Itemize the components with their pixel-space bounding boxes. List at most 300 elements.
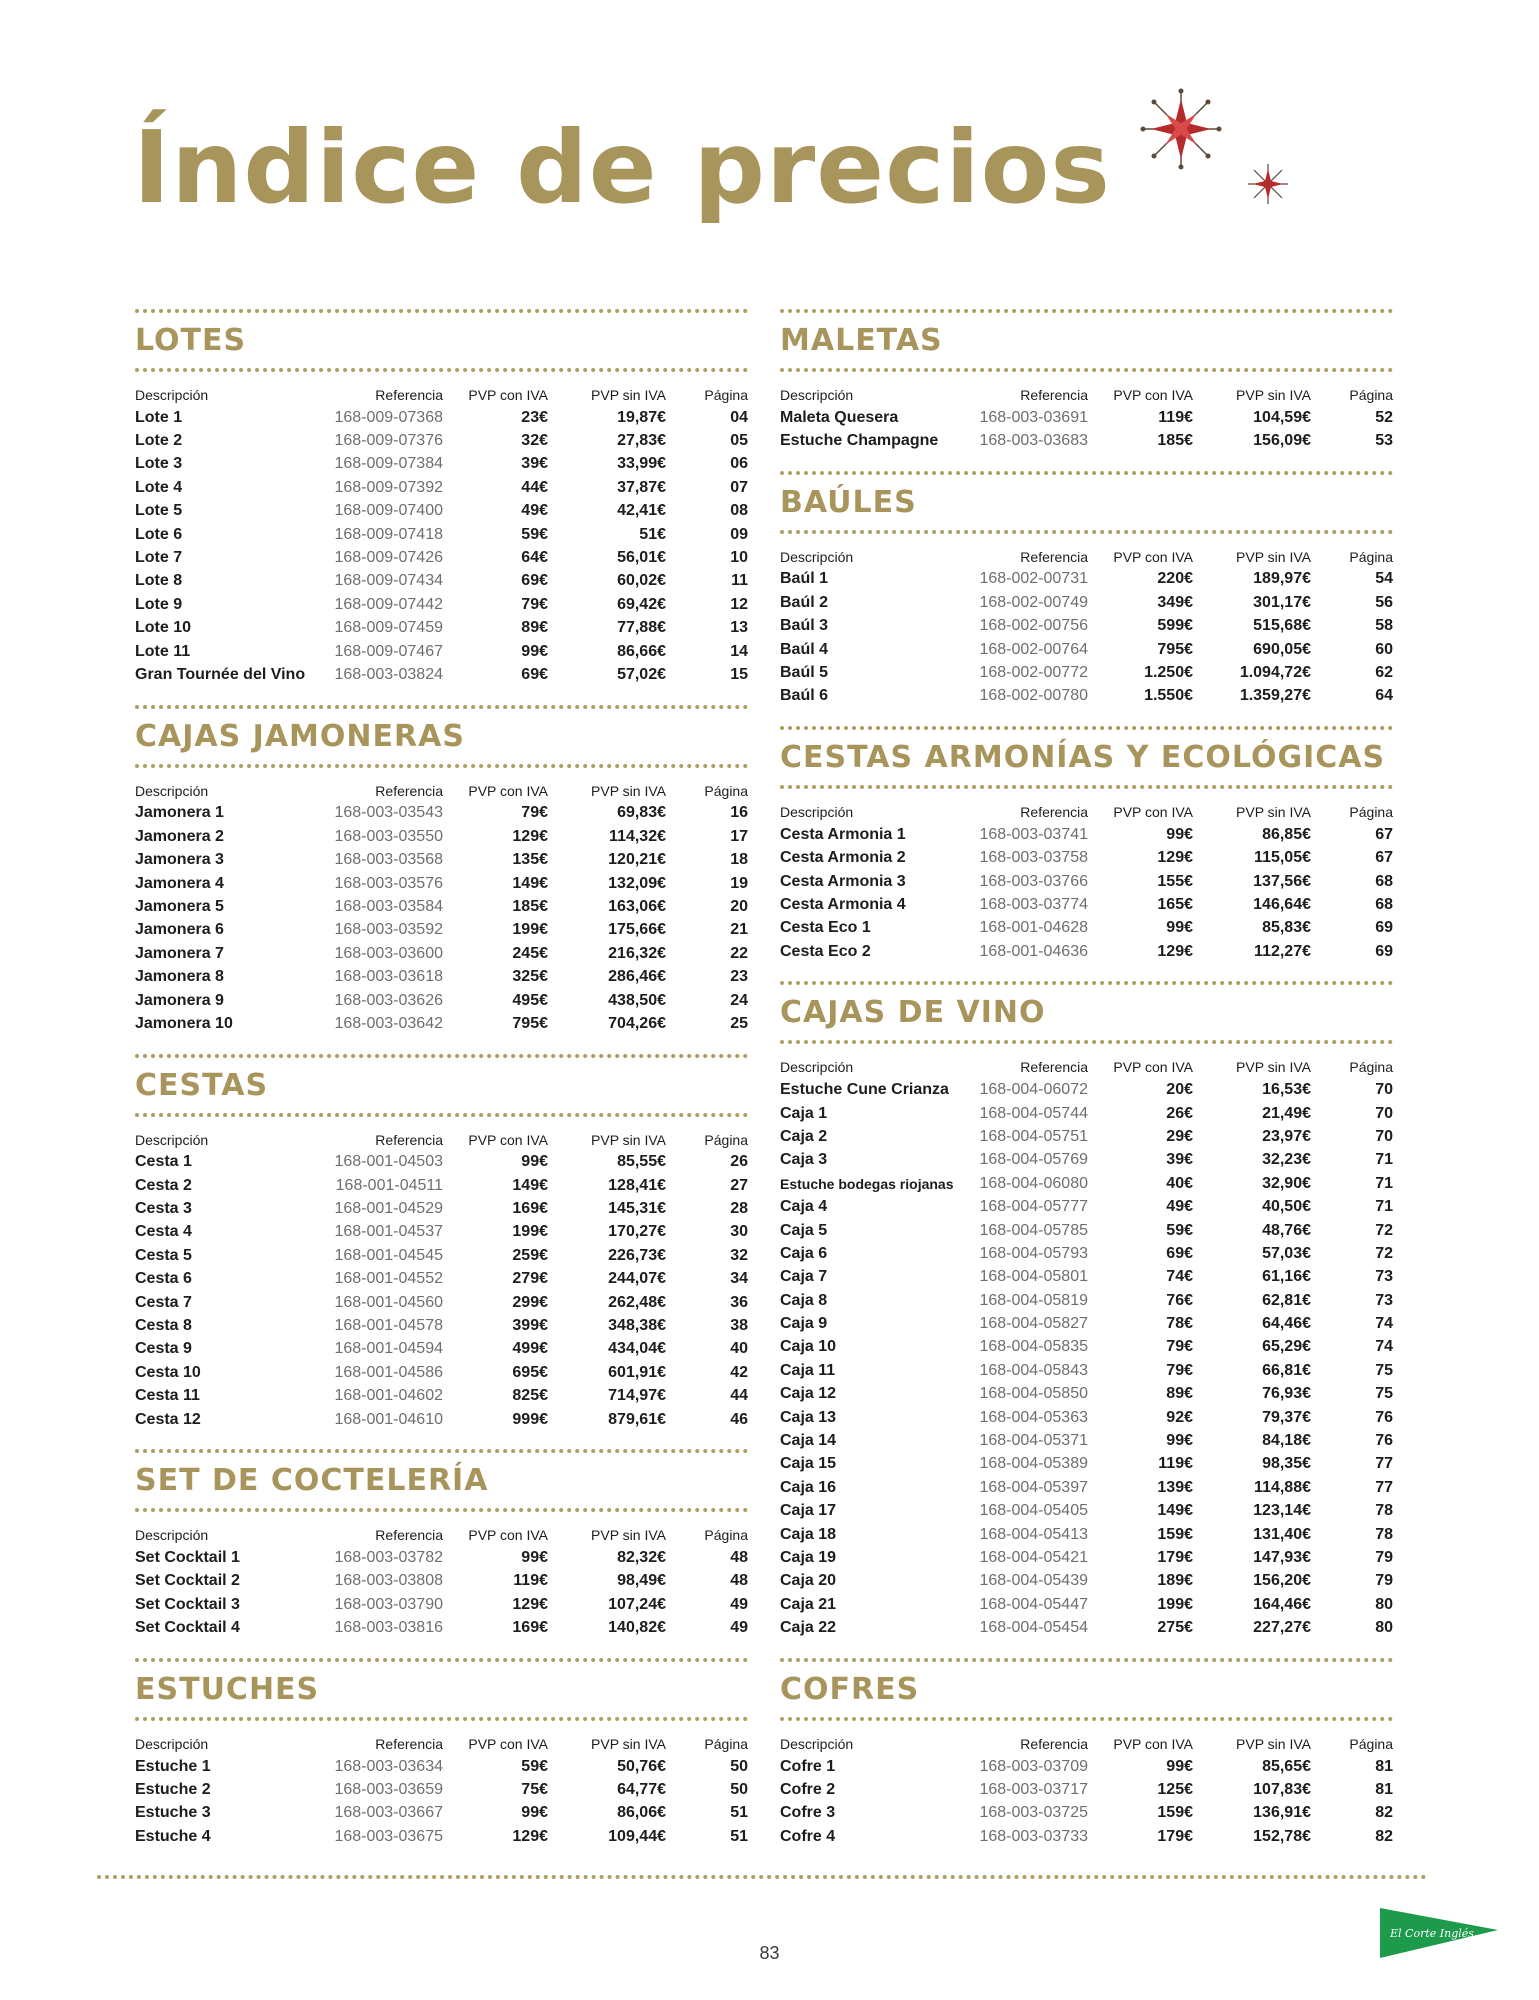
descripcion-cell: Lote 9 xyxy=(135,595,183,613)
pvp-sin-iva-cell: 85,65€ xyxy=(1262,1757,1311,1775)
pvp-sin-iva-cell: 1.094,72€ xyxy=(1239,664,1311,682)
descripcion-cell: Estuche 3 xyxy=(135,1804,211,1822)
pagina-cell: 82 xyxy=(1375,1827,1393,1845)
referencia-cell: 168-004-05389 xyxy=(979,1455,1088,1473)
pagina-cell: 18 xyxy=(730,851,748,869)
referencia-cell: 168-009-07368 xyxy=(334,408,443,426)
referencia-cell: 168-004-05843 xyxy=(979,1361,1088,1379)
pagina-cell: 22 xyxy=(730,944,748,962)
pagina-cell: 74 xyxy=(1375,1338,1393,1356)
pvp-sin-iva-cell: 132,09€ xyxy=(608,874,666,892)
pvp-sin-iva-cell: 98,35€ xyxy=(1262,1455,1311,1473)
referencia-cell: 168-004-05850 xyxy=(979,1385,1088,1403)
pagina-cell: 07 xyxy=(730,478,748,496)
price-table xyxy=(135,1733,748,1849)
table-row xyxy=(135,848,748,871)
pvp-sin-iva-cell: 348,38€ xyxy=(608,1317,666,1335)
descripcion-cell: Cesta Armonia 3 xyxy=(780,872,906,890)
pagina-cell: 71 xyxy=(1375,1198,1393,1216)
section-divider xyxy=(135,1113,748,1117)
table-row xyxy=(780,1219,1393,1242)
pvp-sin-iva-cell: 112,27€ xyxy=(1254,942,1311,960)
referencia-cell: 168-002-00764 xyxy=(979,640,1088,658)
table-row xyxy=(780,591,1393,614)
referencia-cell: 168-002-00780 xyxy=(979,687,1088,705)
table-row xyxy=(780,1429,1393,1452)
table-row xyxy=(135,942,748,965)
section-divider xyxy=(135,309,748,313)
table-row xyxy=(135,1825,748,1848)
referencia-cell: 168-004-05454 xyxy=(979,1619,1088,1637)
referencia-cell: 168-001-04552 xyxy=(334,1270,443,1288)
referencia-cell: 168-001-04529 xyxy=(334,1200,443,1218)
referencia-cell: 168-003-03600 xyxy=(334,944,443,962)
pagina-cell: 71 xyxy=(1375,1174,1393,1192)
header-pvp-sin-iva: PVP sin IVA xyxy=(591,387,666,403)
table-row xyxy=(780,1195,1393,1218)
pagina-cell: 40 xyxy=(730,1340,748,1358)
table-row xyxy=(780,568,1393,591)
descripcion-cell: Cesta 4 xyxy=(135,1223,192,1241)
referencia-cell: 168-003-03543 xyxy=(334,804,443,822)
referencia-cell: 168-003-03584 xyxy=(334,897,443,915)
pvp-sin-iva-cell: 128,41€ xyxy=(608,1176,666,1194)
header-pvp-con-iva: PVP con IVA xyxy=(1113,1735,1193,1752)
pvp-con-iva-cell: 825€ xyxy=(512,1387,548,1405)
pagina-cell: 21 xyxy=(730,921,748,939)
table-row xyxy=(135,1151,748,1174)
pvp-sin-iva-cell: 109,44€ xyxy=(608,1827,666,1845)
header-referencia: Referencia xyxy=(375,1527,443,1544)
referencia-cell: 168-003-03758 xyxy=(979,849,1088,867)
pvp-con-iva-cell: 159€ xyxy=(1157,1804,1193,1822)
descripcion-cell: Caja 21 xyxy=(780,1595,837,1613)
pvp-sin-iva-cell: 62,81€ xyxy=(1262,1291,1311,1309)
referencia-cell: 168-004-05777 xyxy=(979,1198,1088,1216)
table-row xyxy=(780,1172,1393,1195)
descripcion-cell: Jamonera 6 xyxy=(135,921,224,939)
pvp-sin-iva-cell: 690,05€ xyxy=(1253,640,1311,658)
header-pvp-sin-iva: PVP sin IVA xyxy=(1236,1059,1311,1076)
table-row xyxy=(780,893,1393,916)
pvp-con-iva-cell: 89€ xyxy=(1166,1385,1193,1403)
header-pvp-con-iva: PVP con IVA xyxy=(468,1735,548,1752)
table-row xyxy=(780,1616,1393,1639)
referencia-cell: 168-004-05751 xyxy=(979,1127,1088,1145)
table-header xyxy=(135,1524,748,1546)
pvp-con-iva-cell: 59€ xyxy=(521,525,548,543)
header-descripcion: Descripción xyxy=(780,804,854,821)
referencia-cell: 168-003-03725 xyxy=(979,1804,1088,1822)
pvp-sin-iva-cell: 19,87€ xyxy=(617,408,666,426)
pagina-cell: 82 xyxy=(1375,1804,1393,1822)
pvp-sin-iva-cell: 57,02€ xyxy=(617,665,666,683)
table-row xyxy=(780,1078,1393,1101)
table-row xyxy=(780,685,1393,708)
pvp-con-iva-cell: 129€ xyxy=(1157,849,1193,867)
pagina-cell: 75 xyxy=(1375,1385,1393,1403)
referencia-cell: 168-004-05397 xyxy=(979,1478,1088,1496)
header-pagina: Página xyxy=(1349,548,1393,565)
descripcion-cell: Caja 19 xyxy=(780,1548,837,1566)
descripcion-cell: Cesta 11 xyxy=(135,1387,200,1405)
pagina-cell: 67 xyxy=(1375,849,1393,867)
section-title: BAÚLES xyxy=(780,484,917,520)
pagina-cell: 69 xyxy=(1375,942,1393,960)
referencia-cell: 168-004-05371 xyxy=(979,1432,1088,1450)
descripcion-cell: Lote 5 xyxy=(135,502,183,520)
table-row xyxy=(135,1174,748,1197)
pagina-cell: 67 xyxy=(1375,825,1393,843)
descripcion-cell: Caja 14 xyxy=(780,1432,837,1450)
pvp-con-iva-cell: 23€ xyxy=(521,408,548,426)
header-pagina: Página xyxy=(1349,1059,1393,1076)
table-header xyxy=(135,1733,748,1755)
footer-divider xyxy=(97,1875,1427,1879)
pvp-sin-iva-cell: 163,06€ xyxy=(608,897,666,915)
pvp-sin-iva-cell: 32,90€ xyxy=(1262,1174,1311,1192)
header-referencia: Referencia xyxy=(1020,804,1088,821)
pvp-con-iva-cell: 79€ xyxy=(521,804,548,822)
pagina-cell: 69 xyxy=(1375,919,1393,937)
header-pvp-sin-iva: PVP sin IVA xyxy=(591,1527,666,1544)
pvp-con-iva-cell: 59€ xyxy=(521,1757,548,1775)
pvp-con-iva-cell: 125€ xyxy=(1157,1780,1193,1798)
descripcion-cell: Set Cocktail 3 xyxy=(135,1595,240,1613)
pvp-con-iva-cell: 74€ xyxy=(1166,1268,1193,1286)
section-divider xyxy=(135,1054,748,1058)
pagina-cell: 76 xyxy=(1375,1408,1393,1426)
table-row xyxy=(780,940,1393,963)
table-row xyxy=(780,1359,1393,1382)
descripcion-cell: Caja 1 xyxy=(780,1104,828,1122)
pvp-sin-iva-cell: 140,82€ xyxy=(608,1619,666,1637)
pvp-sin-iva-cell: 164,46€ xyxy=(1253,1595,1311,1613)
table-header xyxy=(780,1733,1393,1755)
pagina-cell: 70 xyxy=(1375,1104,1393,1122)
header-pvp-sin-iva: PVP sin IVA xyxy=(591,1735,666,1752)
price-table xyxy=(135,1129,748,1432)
pvp-con-iva-cell: 220€ xyxy=(1157,570,1193,588)
section-title: SET DE COCTELERÍA xyxy=(135,1463,489,1499)
header-pvp-con-iva: PVP con IVA xyxy=(468,387,548,403)
pagina-cell: 78 xyxy=(1375,1502,1393,1520)
descripcion-cell: Cofre 1 xyxy=(780,1757,836,1775)
header-descripcion: Descripción xyxy=(135,1735,209,1752)
referencia-cell: 168-004-05405 xyxy=(979,1502,1088,1520)
pvp-con-iva-cell: 119€ xyxy=(1158,408,1193,426)
pagina-cell: 23 xyxy=(730,968,748,986)
descripcion-cell: Cesta 12 xyxy=(135,1410,201,1428)
descripcion-cell: Caja 17 xyxy=(780,1502,837,1520)
referencia-cell: 168-002-00731 xyxy=(979,570,1088,588)
table-row xyxy=(135,1338,748,1361)
pagina-cell: 17 xyxy=(730,827,748,845)
table-row xyxy=(780,1242,1393,1265)
pvp-con-iva-cell: 79€ xyxy=(1166,1361,1193,1379)
header-descripcion: Descripción xyxy=(780,1059,854,1076)
referencia-cell: 168-003-03808 xyxy=(334,1572,443,1590)
pagina-cell: 52 xyxy=(1375,408,1393,426)
pvp-con-iva-cell: 59€ xyxy=(1166,1221,1193,1239)
pagina-cell: 04 xyxy=(730,408,748,426)
header-pvp-sin-iva: PVP sin IVA xyxy=(591,1131,666,1148)
table-row xyxy=(135,1385,748,1408)
pagina-cell: 11 xyxy=(731,572,748,590)
pvp-con-iva-cell: 599€ xyxy=(1157,617,1193,635)
descripcion-cell: Lote 11 xyxy=(135,642,191,660)
referencia-cell: 168-009-07376 xyxy=(334,432,443,450)
descripcion-cell: Cesta Armonia 1 xyxy=(780,825,906,843)
table-row xyxy=(780,1289,1393,1312)
pvp-con-iva-cell: 69€ xyxy=(521,572,548,590)
pagina-cell: 51 xyxy=(730,1827,748,1845)
referencia-cell: 168-003-03774 xyxy=(979,895,1088,913)
pvp-sin-iva-cell: 189,97€ xyxy=(1253,570,1311,588)
price-table xyxy=(780,1733,1393,1849)
referencia-cell: 168-001-04537 xyxy=(334,1223,443,1241)
descripcion-cell: Lote 2 xyxy=(135,432,183,450)
pvp-con-iva-cell: 795€ xyxy=(1157,640,1193,658)
referencia-cell: 168-003-03782 xyxy=(334,1548,443,1566)
referencia-cell: 168-004-05421 xyxy=(979,1548,1088,1566)
referencia-cell: 168-003-03618 xyxy=(334,968,443,986)
section-divider xyxy=(780,309,1393,313)
pvp-sin-iva-cell: 40,50€ xyxy=(1262,1198,1311,1216)
header-pvp-sin-iva: PVP sin IVA xyxy=(1236,387,1311,403)
pvp-con-iva-cell: 155€ xyxy=(1157,872,1193,890)
pagina-cell: 32 xyxy=(730,1246,748,1264)
pvp-sin-iva-cell: 152,78€ xyxy=(1253,1827,1311,1845)
pvp-sin-iva-cell: 601,91€ xyxy=(608,1363,666,1381)
referencia-cell: 168-001-04503 xyxy=(334,1153,443,1171)
referencia-cell: 168-009-07418 xyxy=(334,525,443,543)
descripcion-cell: Cesta Eco 2 xyxy=(780,942,871,960)
pvp-con-iva-cell: 64€ xyxy=(521,549,548,567)
table-row xyxy=(135,802,748,825)
pvp-con-iva-cell: 79€ xyxy=(1166,1338,1193,1356)
table-row xyxy=(780,1825,1393,1848)
section-divider xyxy=(780,368,1393,372)
pvp-con-iva-cell: 169€ xyxy=(512,1200,548,1218)
section-divider xyxy=(780,1658,1393,1662)
pvp-con-iva-cell: 129€ xyxy=(1157,942,1193,960)
pvp-con-iva-cell: 89€ xyxy=(521,619,548,637)
table-row xyxy=(780,615,1393,638)
referencia-cell: 168-001-04628 xyxy=(979,919,1088,937)
table-row xyxy=(135,476,748,499)
table-row xyxy=(135,919,748,942)
page-title: Índice de precios xyxy=(133,109,1111,226)
page-number: 83 xyxy=(759,1943,780,1963)
section-title: CAJAS JAMONERAS xyxy=(135,718,465,754)
pvp-sin-iva-cell: 60,02€ xyxy=(617,572,666,590)
table-row xyxy=(135,1361,748,1384)
descripcion-cell: Lote 1 xyxy=(135,408,183,426)
pvp-sin-iva-cell: 76,93€ xyxy=(1262,1385,1311,1403)
pagina-cell: 14 xyxy=(730,642,748,660)
descripcion-cell: Jamonera 8 xyxy=(135,968,224,986)
descripcion-cell: Cesta Eco 1 xyxy=(780,919,871,937)
pvp-con-iva-cell: 1.250€ xyxy=(1144,664,1193,682)
table-row xyxy=(135,593,748,616)
pagina-cell: 73 xyxy=(1375,1291,1393,1309)
descripcion-cell: Cesta 7 xyxy=(135,1293,192,1311)
referencia-cell: 168-004-05413 xyxy=(979,1525,1088,1543)
pvp-con-iva-cell: 49€ xyxy=(1166,1198,1193,1216)
pvp-con-iva-cell: 199€ xyxy=(512,921,548,939)
descripcion-cell: Estuche bodegas riojanas xyxy=(780,1175,954,1192)
pvp-con-iva-cell: 39€ xyxy=(1166,1151,1193,1169)
header-referencia: Referencia xyxy=(375,1735,443,1752)
pvp-sin-iva-cell: 136,91€ xyxy=(1253,1804,1311,1822)
descripcion-cell: Estuche 2 xyxy=(135,1780,211,1798)
table-row xyxy=(780,1312,1393,1335)
referencia-cell: 168-003-03550 xyxy=(334,827,443,845)
pvp-con-iva-cell: 119€ xyxy=(513,1572,548,1590)
descripcion-cell: Cesta 8 xyxy=(135,1317,192,1335)
section-divider xyxy=(135,764,748,768)
table-row xyxy=(135,453,748,476)
descripcion-cell: Cesta Armonia 4 xyxy=(780,895,906,913)
descripcion-cell: Jamonera 9 xyxy=(135,991,224,1009)
referencia-cell: 168-001-04545 xyxy=(334,1246,443,1264)
descripcion-cell: Lote 7 xyxy=(135,549,183,567)
pvp-sin-iva-cell: 156,09€ xyxy=(1253,432,1311,450)
pvp-sin-iva-cell: 32,23€ xyxy=(1262,1151,1311,1169)
table-row xyxy=(780,1593,1393,1616)
table-header xyxy=(780,546,1393,568)
table-header xyxy=(135,1129,748,1151)
pvp-con-iva-cell: 325€ xyxy=(512,968,548,986)
header-referencia: Referencia xyxy=(375,782,443,799)
pagina-cell: 77 xyxy=(1375,1478,1393,1496)
price-table xyxy=(135,780,748,1036)
table-row xyxy=(780,847,1393,870)
section-divider xyxy=(780,471,1393,475)
descripcion-cell: Lote 8 xyxy=(135,572,183,590)
referencia-cell: 168-003-03717 xyxy=(979,1780,1088,1798)
descripcion-cell: Cesta 2 xyxy=(135,1176,192,1194)
referencia-cell: 168-003-03733 xyxy=(979,1827,1088,1845)
pvp-sin-iva-cell: 86,85€ xyxy=(1262,825,1311,843)
table-header xyxy=(135,384,748,406)
section-cajas-jamoneras xyxy=(135,705,748,1036)
pvp-con-iva-cell: 399€ xyxy=(512,1317,548,1335)
referencia-cell: 168-004-05801 xyxy=(979,1268,1088,1286)
section-cestas xyxy=(135,1054,748,1432)
header-pvp-con-iva: PVP con IVA xyxy=(468,1131,548,1148)
header-pagina: Página xyxy=(1349,387,1393,403)
pvp-sin-iva-cell: 879,61€ xyxy=(608,1410,666,1428)
table-row xyxy=(135,429,748,452)
section-title: MALETAS xyxy=(780,323,943,358)
pagina-cell: 53 xyxy=(1375,432,1393,450)
pvp-con-iva-cell: 44€ xyxy=(521,478,548,496)
descripcion-cell: Baúl 6 xyxy=(780,687,829,705)
referencia-cell: 168-003-03667 xyxy=(334,1804,443,1822)
referencia-cell: 168-002-00749 xyxy=(979,593,1088,611)
pvp-con-iva-cell: 149€ xyxy=(512,874,548,892)
pvp-sin-iva-cell: 27,83€ xyxy=(617,432,666,450)
table-row xyxy=(780,1102,1393,1125)
pagina-cell: 64 xyxy=(1375,687,1393,705)
pagina-cell: 80 xyxy=(1375,1595,1393,1613)
descripcion-cell: Cesta 1 xyxy=(135,1153,192,1171)
referencia-cell: 168-004-05785 xyxy=(979,1221,1088,1239)
table-row xyxy=(135,406,748,429)
referencia-cell: 168-002-00772 xyxy=(979,664,1088,682)
header-pvp-sin-iva: PVP sin IVA xyxy=(1236,1735,1311,1752)
descripcion-cell: Cofre 4 xyxy=(780,1827,836,1845)
table-row xyxy=(780,638,1393,661)
pagina-cell: 58 xyxy=(1375,617,1393,635)
pagina-cell: 19 xyxy=(730,874,748,892)
pvp-con-iva-cell: 245€ xyxy=(512,944,548,962)
table-row xyxy=(135,1593,748,1616)
table-row xyxy=(135,1291,748,1314)
descripcion-cell: Cesta 9 xyxy=(135,1340,192,1358)
table-row xyxy=(780,1500,1393,1523)
descripcion-cell: Maleta Quesera xyxy=(780,408,899,426)
pvp-sin-iva-cell: 56,01€ xyxy=(617,549,666,567)
pvp-con-iva-cell: 119€ xyxy=(1158,1455,1193,1473)
referencia-cell: 168-003-03634 xyxy=(334,1757,443,1775)
pvp-sin-iva-cell: 86,66€ xyxy=(617,642,666,660)
descripcion-cell: Cesta 5 xyxy=(135,1246,192,1264)
descripcion-cell: Caja 7 xyxy=(780,1268,828,1286)
section-title: CESTAS ARMONÍAS Y ECOLÓGICAS xyxy=(780,740,1386,776)
pvp-sin-iva-cell: 61,16€ xyxy=(1262,1268,1311,1286)
pagina-cell: 27 xyxy=(730,1176,748,1194)
pagina-cell: 70 xyxy=(1375,1081,1393,1099)
pvp-sin-iva-cell: 84,18€ xyxy=(1262,1432,1311,1450)
descripcion-cell: Lote 3 xyxy=(135,455,183,473)
descripcion-cell: Cesta 6 xyxy=(135,1270,192,1288)
pvp-sin-iva-cell: 145,31€ xyxy=(608,1200,666,1218)
header-descripcion: Descripción xyxy=(780,387,854,403)
referencia-cell: 168-004-05447 xyxy=(979,1595,1088,1613)
pvp-sin-iva-cell: 301,17€ xyxy=(1253,593,1311,611)
descripcion-cell: Set Cocktail 1 xyxy=(135,1548,240,1566)
pvp-sin-iva-cell: 57,03€ xyxy=(1262,1244,1311,1262)
referencia-cell: 168-003-03592 xyxy=(334,921,443,939)
descripcion-cell: Estuche 1 xyxy=(135,1757,211,1775)
pvp-sin-iva-cell: 42,41€ xyxy=(617,502,666,520)
descripcion-cell: Cesta 3 xyxy=(135,1200,192,1218)
pagina-cell: 50 xyxy=(730,1757,748,1775)
pvp-con-iva-cell: 99€ xyxy=(1166,919,1193,937)
section-title: ESTUCHES xyxy=(135,1671,320,1707)
pvp-con-iva-cell: 69€ xyxy=(521,665,548,683)
pvp-con-iva-cell: 169€ xyxy=(512,1619,548,1637)
pagina-cell: 60 xyxy=(1375,640,1393,658)
pagina-cell: 09 xyxy=(730,525,748,543)
header-descripcion: Descripción xyxy=(135,387,209,403)
table-row xyxy=(135,872,748,895)
descripcion-cell: Caja 8 xyxy=(780,1291,828,1309)
pvp-sin-iva-cell: 65,29€ xyxy=(1262,1338,1311,1356)
referencia-cell: 168-003-03766 xyxy=(979,872,1088,890)
pvp-con-iva-cell: 275€ xyxy=(1157,1619,1193,1637)
pagina-cell: 54 xyxy=(1375,570,1393,588)
descripcion-cell: Lote 4 xyxy=(135,478,183,496)
section-divider xyxy=(780,1040,1393,1044)
descripcion-cell: Jamonera 2 xyxy=(135,827,224,845)
table-row xyxy=(135,1755,748,1778)
descripcion-cell: Caja 4 xyxy=(780,1198,828,1216)
pagina-cell: 49 xyxy=(730,1595,748,1613)
